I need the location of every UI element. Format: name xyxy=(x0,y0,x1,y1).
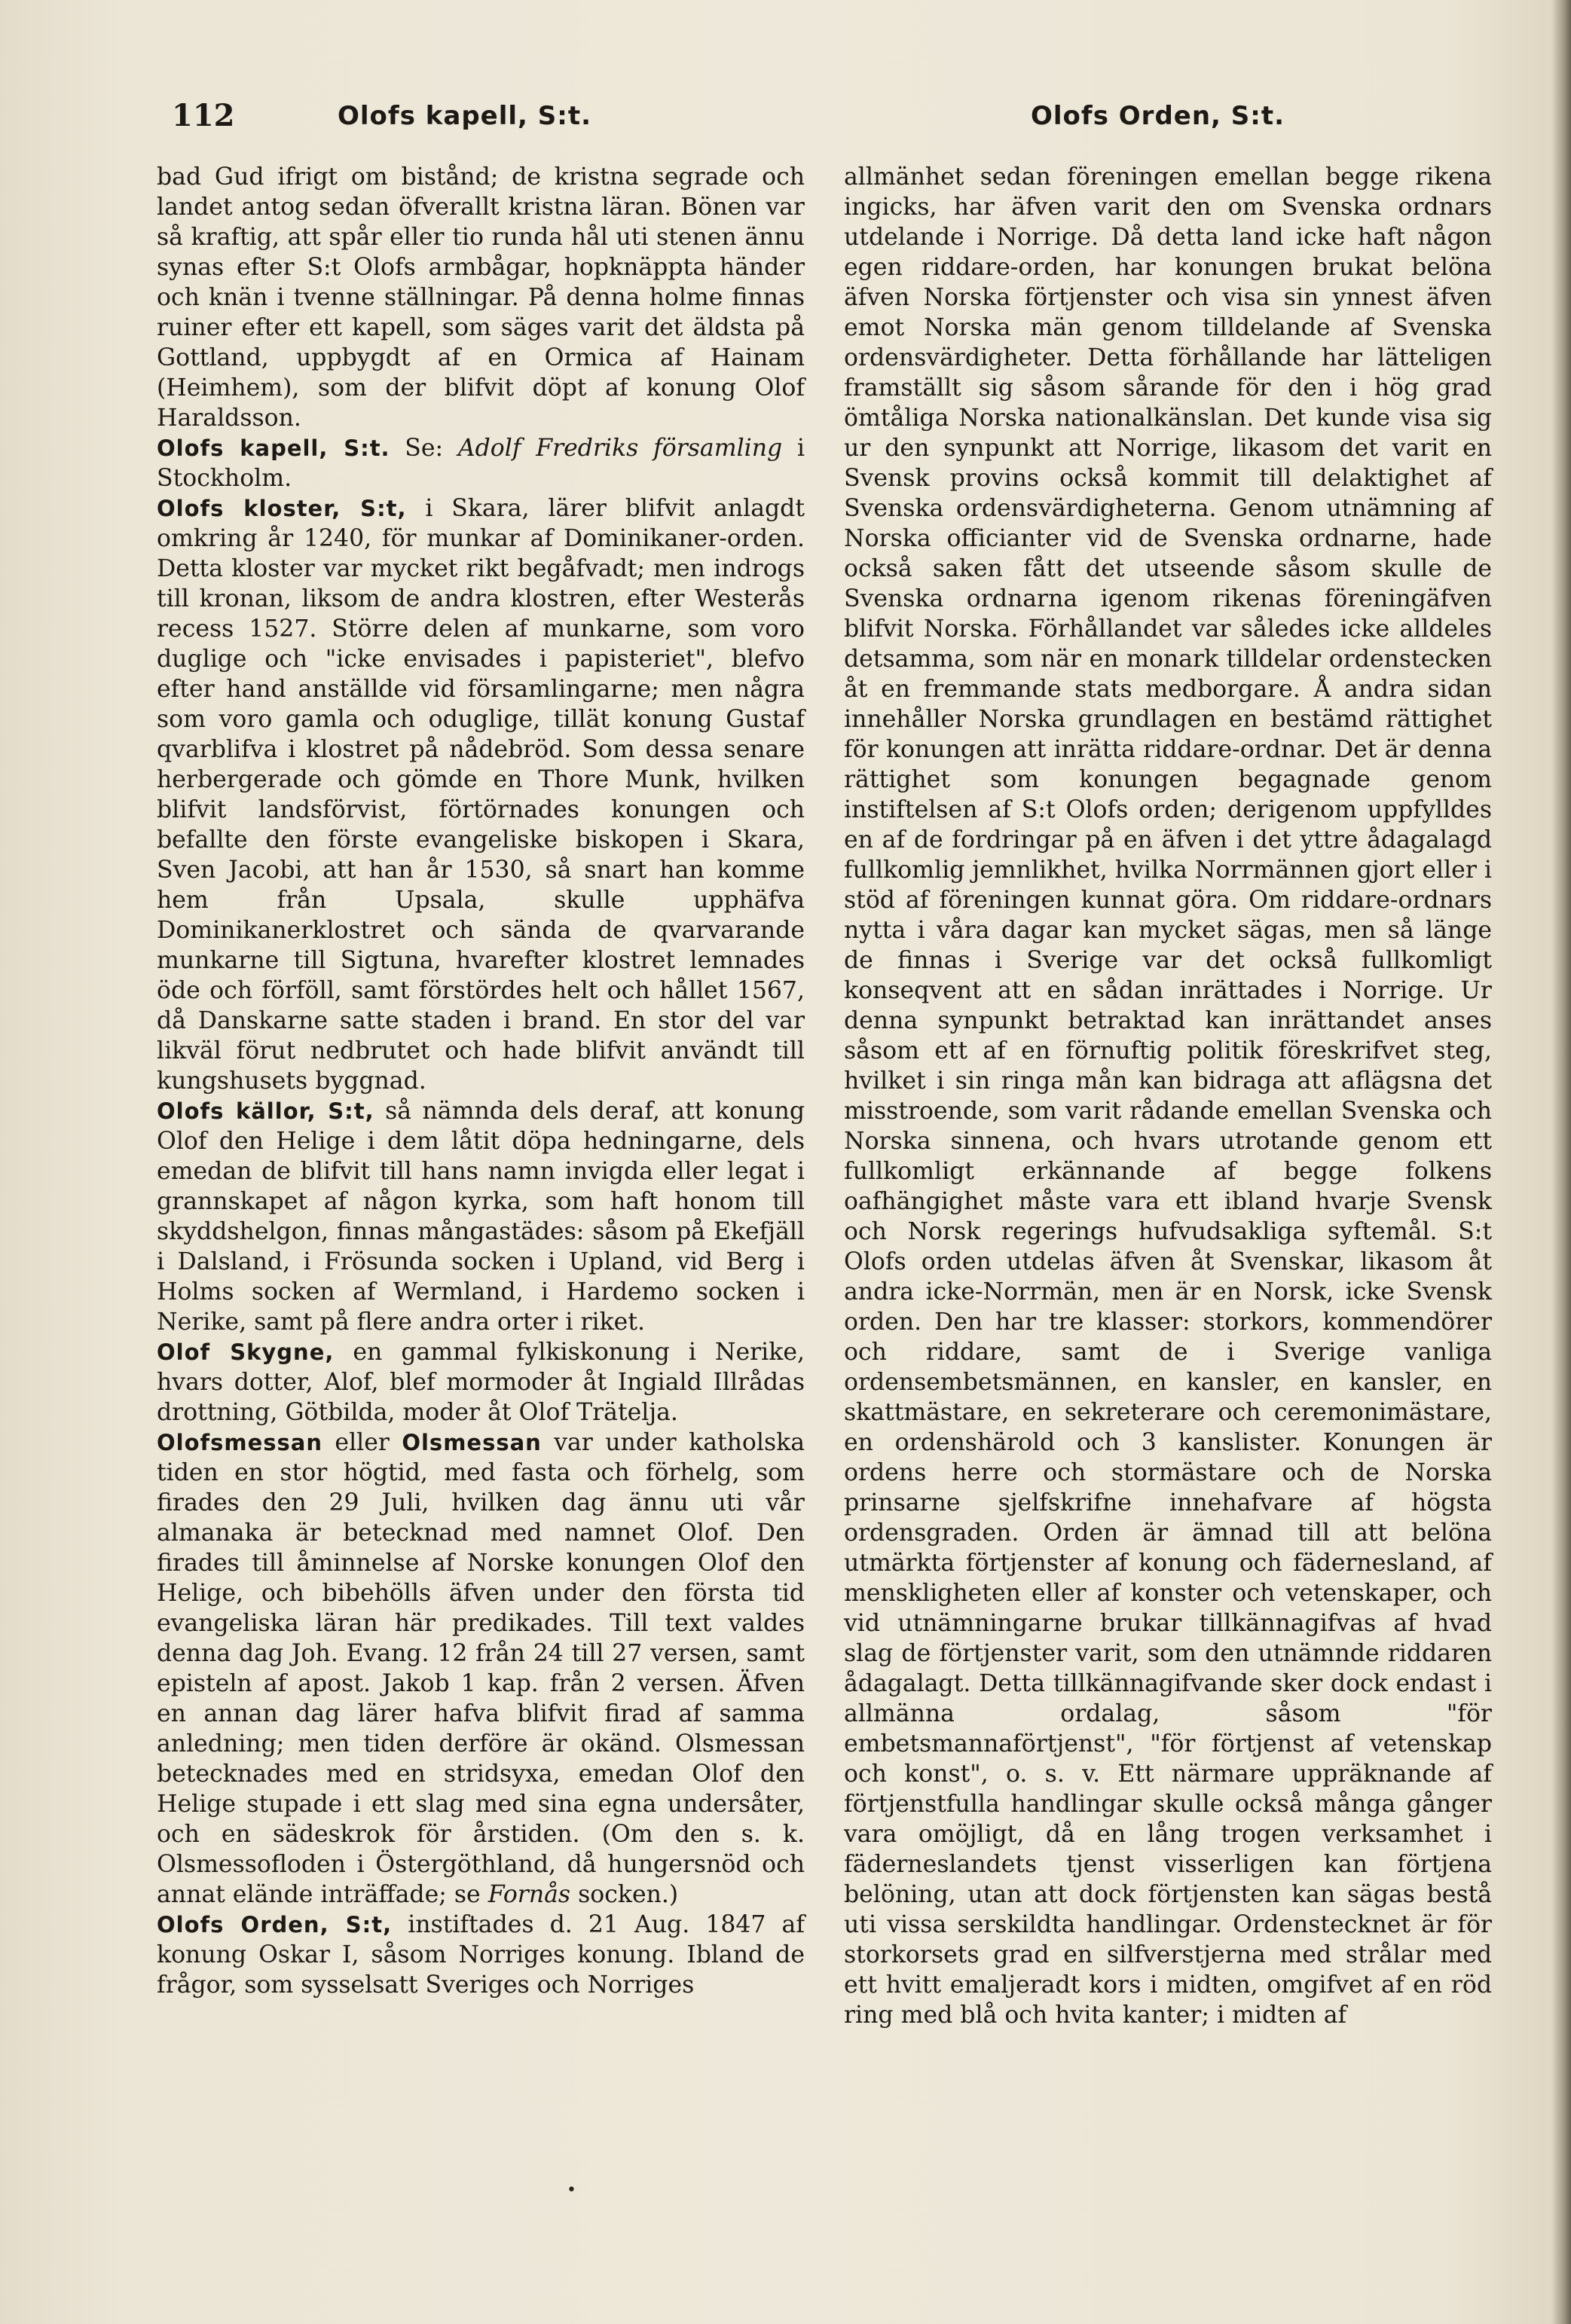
entry-text: så nämnda dels deraf, att konung Olof den Helige i dem låtit döpa hedningarne, dels emedan de blifvit till hans namn invigda eller legat i grannskapet af någon kyrka, som haft honom till skyddshelgon, finnas mångastädes: såsom på Ekefjäll i Dalsland, i Frösunda socken i Upland, vid Berg i Holms socken af Wermland, i Hardemo socken i Nerike, samt på flere andra orter i riket. xyxy=(157,1098,805,1336)
entry-text: Se: xyxy=(390,435,458,462)
entry-olofs-kapell xyxy=(157,433,805,493)
entry-text: i Skara, lärer blifvit anlagdt omkring år 1240, för munkar af Dominikaner-orden. Detta kloster var mycket rikt begåfvadt; men indrogs till kronan, liksom de andra klostren, efter Westerås recess 1527. Större delen af munkarne, som voro duglige och "icke envisades i papisteriet", blefvo efter hand anställde vid församlingarne; men några som voro gamla och oduglige, tillät konung Gustaf qvarblifva i klostret på nådebröd. Som dessa senare herbergerade och gömde en Thore Munk, hvilken blifvit landsförvist, förtörnades konungen och befallte den förste evangeliske biskopen i Skara, Sven Jacobi, att han år 1530, så snart han komme hem från Upsala, skulle upphäfva Dominikanerklostret och sända de qvarvarande munkarne till Sigtuna, hvarefter klostret lemnades öde och förföll, samt förstördes helt och hållet 1567, då Danskarne satte staden i brand. En stor del var likväl förut nedbrutet och hade blifvit användt till kungshusets byggnad. xyxy=(157,495,805,1095)
left-running-head: Olofs kapell, S:t. xyxy=(338,101,592,131)
continued-text: allmänhet sedan föreningen emellan begge rikena ingicks, har äfven varit den om Svenska ordnars utdelande i Norrige. Då detta land icke haft någon egen riddare-orden, har konungen brukat belöna äfven Norska förtjenster och visa sin ynnest äfven emot Norska män genom tilldelande af Svenska ordensvärdigheter. Detta förhållande har lätteligen framställt sig såsom sårande för den i hög grad ömtåliga Norska nationalkänslan. Det kunde visa sig ur den synpunkt att Norrige, likasom det varit en Svensk provins också kommit till delaktighet af Svenska ordensvärdigheterna. Genom utnämning af Norska officianter vid de Svenska ordnarne, hade också saken fått det utseende såsom skulle de Svenska ordnarna igenom rikenas föreningäfven blifvit Norska. Förhållandet var således icke alldeles detsamma, som när en monark tilldelar ordenstecken åt en fremmande stats medborgare. Å andra sidan innehåller Norska grundlagen en bestämd rättighet för konungen att inrätta riddare-ordnar. Det är denna rättighet som konungen begagnade genom instiftelsen af S:t Olofs orden; derigenom uppfylldes en af de fordringar på en äfven i det yttre ådagalagd fullkomlig jemnlikhet, hvilka Norrmännen gjort eller i stöd af föreningen kunnat göra. Om riddare-ordnars nytta i våra dagar kan mycket sägas, men så länge de finnas i Sverige var det också fullkomligt konseqvent att en sådan inrättades i Norrige. Ur denna synpunkt betraktad kan inrättandet anses såsom ett af en förnuftig politik föreskrifvet steg, hvilket i sin ringa mån kan bidraga att aflägsna det misstroende, som varit rådande emellan Svenska och Norska sinnena, och hvars utrotande genom ett fullkomligt erkännande af begge folkens oafhängighet måste vara ett ibland hvarje Svensk och Norsk regerings hufvudsakliga syftemål. S:t Olofs orden utdelas äfven åt Svenskar, likasom åt andra icke-Norrmän, men är en Norsk, icke Svensk orden. Den har tre klasser: storkors, kommendörer och riddare, samt de i Sverige vanliga ordensembetsmännen, en kansler, en kansler, en skattmästare, en sekreterare och ceremonimästare, en ordenshärold och 3 kanslister. Konungen är ordens herre och stormästare och de Norska prinsarne sjelfskrifne innehafvare af högsta ordensgraden. Orden är ämnad till att belöna utmärkta förtjenster af konung och fädernesland, af menskligheten eller af konster och vetenskaper, och vid utnämningarne brukar tillkännagifvas af hvad slag de förtjenster varit, som den utnämnde riddaren ådagalagt. Detta tillkännagifvande sker dock endast i allmänna ordalag, såsom "för embetsmannaförtjenst", "för förtjenst af vetenskap och konst", o. s. v. Ett närmare uppräknande af förtjenstfulla handlingar skulle också många gånger vara omöjligt, då en lång trogen verksamhet i fäderneslandets tjenst visserligen kan förtjena belöning, utan att dock förtjensten kan sägas bestå uti vissa serskildta handlingar. Ordenstecknet är för storkorsets grad en silfverstjerna med strålar med ett hvitt emaljeradt kors i midten, omgifvet af en röd ring med blå och hvita kanter; i midten af xyxy=(844,163,1492,2029)
entry-text: eller xyxy=(322,1429,402,1456)
entry-olofs-orden xyxy=(157,1910,805,2000)
entry-headword: Olof Skygne, xyxy=(157,1339,335,1365)
page-header xyxy=(0,98,1571,143)
entry-headword: Olofsmessan xyxy=(157,1430,323,1455)
right-column xyxy=(844,162,1492,2030)
entry-olofs-kloster xyxy=(157,493,805,1096)
right-running-head: Olofs Orden, S:t. xyxy=(1031,101,1285,131)
continued-text: bad Gud ifrigt om bistånd; de kristna segrade och landet antog sedan öfverallt kristna läran. Bönen var så kraftig, att spår eller tio runda hål uti stenen ännu synas efter S:t Olofs armbågar, hopknäppta händer och knän i tvenne ställningar. På denna holme finnas ruiner efter ett kapell, som säges varit det äldsta på Gottland, uppbygdt af en Ormica af Hainam (Heimhem), som der blifvit döpt af konung Olof Haraldsson. xyxy=(157,163,805,432)
entry-text: var under katholska tiden en stor högtid, med fasta och förhelg, som firades den 29 Juli, hvilken dag ännu uti vår almanaka är betecknad med namnet Olof. Den firades till åminnelse af Norske konungen Olof den Helige, och bibehölls äfven under den första tid evangeliska läran här predikades. Till text valdes denna dag Joh. Evang. 12 från 24 till 27 versen, samt episteln af apost. Jakob 1 kap. från 2 versen. Äfven en annan dag lärer hafva blifvit firad af samma anledning; men tiden derföre är okänd. Olsmessan betecknades med en stridsyxa, emedan Olof den Helige stupade i ett slag med sina egna undersåter, och en sädeskrok för årstiden. (Om den s. k. Olsmessofloden i Östergöthland, då hungersnöd och annat elände inträffade; se xyxy=(157,1429,805,1908)
entry-headword: Olofs kloster, S:t, xyxy=(157,496,407,521)
entry-headword-alt: Olsmessan xyxy=(402,1430,542,1455)
cross-reference: Adolf Fredriks församling xyxy=(457,435,783,462)
left-column xyxy=(157,162,805,2000)
entry-headword: Olofs källor, S:t, xyxy=(157,1098,374,1124)
entry-headword: Olofs Orden, S:t, xyxy=(157,1912,393,1938)
entry-text: instiftades d. 21 Aug. 1847 af konung Oskar I, såsom Norriges konung. Ibland de frågor, som sysselsatt Sveriges och Norriges xyxy=(157,1911,805,1999)
printer-mark: • xyxy=(567,2181,576,2200)
entry-text: i Stockholm. xyxy=(157,435,805,492)
entry-text: socken.) xyxy=(570,1881,679,1908)
entry-text: en gammal fylkiskonung i Nerike, hvars dotter, Alof, blef mormoder åt Ingiald Illrådas drottning, Götbilda, moder åt Olof Trätelja. xyxy=(157,1339,805,1426)
continued-paragraph xyxy=(157,162,805,433)
entry-headword: Olofs kapell, S:t. xyxy=(157,435,390,461)
continued-paragraph xyxy=(844,162,1492,2030)
page-number: 112 xyxy=(172,98,235,133)
cross-reference: Fornås xyxy=(487,1881,571,1908)
page-edge-shadow xyxy=(1551,0,1571,2324)
entry-olofsmessan xyxy=(157,1428,805,1910)
entry-olofs-kallor xyxy=(157,1096,805,1337)
entry-olof-skygne xyxy=(157,1337,805,1428)
